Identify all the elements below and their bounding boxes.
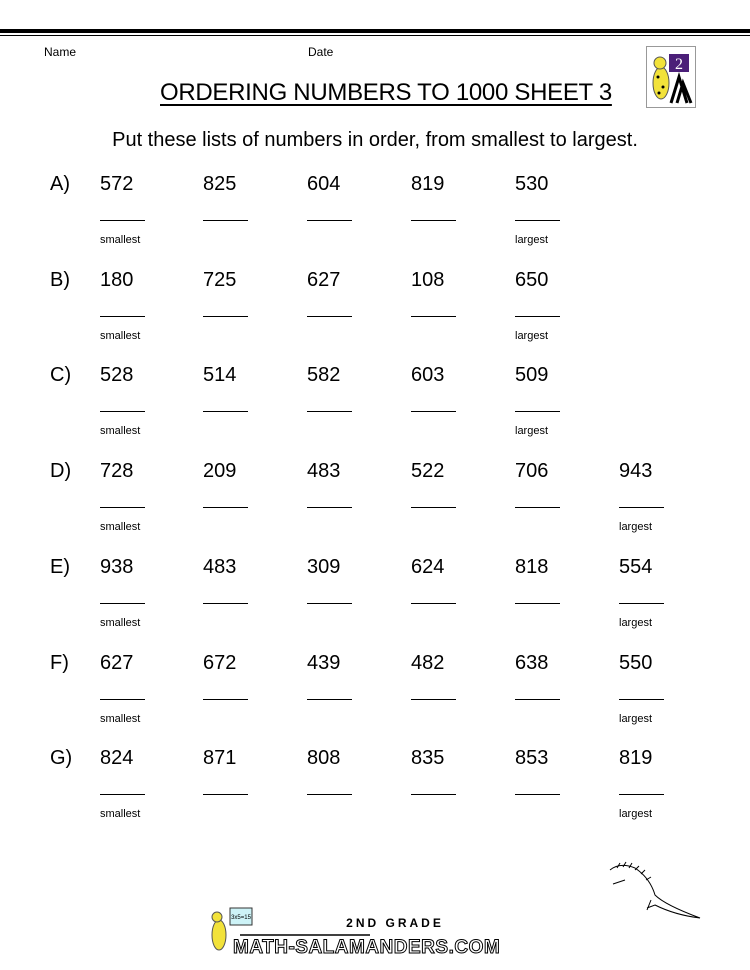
- number: 627: [100, 651, 134, 674]
- answer-blank[interactable]: [307, 316, 352, 317]
- problem-letter: B): [50, 268, 70, 291]
- answer-blank[interactable]: [515, 220, 560, 221]
- number: 554: [619, 555, 653, 578]
- answer-blank[interactable]: [411, 220, 456, 221]
- answer-blank[interactable]: [307, 220, 352, 221]
- footer-logo: [205, 905, 545, 960]
- number: 672: [203, 651, 237, 674]
- number: 725: [203, 268, 237, 291]
- smallest-label: smallest: [100, 234, 141, 246]
- number: 582: [307, 364, 341, 387]
- problem-row: [0, 555, 750, 656]
- number: 808: [307, 747, 341, 770]
- number: 853: [515, 747, 549, 770]
- number: 604: [307, 173, 341, 195]
- answer-blank[interactable]: [411, 603, 456, 604]
- answer-blank[interactable]: [100, 699, 145, 700]
- number: 572: [100, 173, 134, 195]
- number: 627: [307, 268, 341, 291]
- smallest-label: smallest: [100, 425, 141, 438]
- answer-blank[interactable]: [203, 794, 248, 795]
- problem-row: [0, 460, 750, 560]
- answer-blank[interactable]: [515, 507, 560, 508]
- problem-letter: C): [50, 364, 72, 387]
- number: 309: [307, 555, 341, 578]
- answer-blank[interactable]: [619, 507, 664, 508]
- problem-letter: D): [50, 460, 72, 483]
- answer-blank[interactable]: [411, 699, 456, 700]
- answer-blank[interactable]: [515, 699, 560, 700]
- answer-blank[interactable]: [619, 603, 664, 604]
- answer-blank[interactable]: [100, 220, 145, 221]
- answer-blank[interactable]: [411, 507, 456, 508]
- largest-label: largest: [619, 616, 653, 629]
- problem-row: [0, 364, 750, 464]
- problem-letter: F): [50, 651, 69, 674]
- number: 180: [100, 268, 134, 291]
- smallest-label: smallest: [100, 329, 141, 342]
- number: 530: [515, 173, 549, 195]
- number: 603: [411, 364, 445, 387]
- problem-row: [0, 651, 750, 752]
- answer-blank[interactable]: [411, 794, 456, 795]
- number: 550: [619, 651, 653, 674]
- problem-letter: A): [50, 173, 70, 195]
- footer-grade: 2ND GRADE: [346, 916, 444, 930]
- salamander-icon: [605, 860, 705, 930]
- top-rule: [0, 29, 750, 33]
- largest-label: largest: [619, 521, 653, 534]
- number: 483: [203, 555, 237, 578]
- answer-blank[interactable]: [203, 603, 248, 604]
- number: 528: [100, 364, 134, 387]
- number: 943: [619, 460, 653, 483]
- number: 819: [411, 173, 445, 195]
- answer-blank[interactable]: [515, 603, 560, 604]
- number: 835: [411, 747, 445, 770]
- answer-blank[interactable]: [203, 220, 248, 221]
- answer-blank[interactable]: [100, 507, 145, 508]
- number: 483: [307, 460, 341, 483]
- number: 818: [515, 555, 549, 578]
- number: 624: [411, 555, 445, 578]
- answer-blank[interactable]: [619, 699, 664, 700]
- number: 825: [203, 173, 237, 195]
- answer-blank[interactable]: [411, 411, 456, 412]
- smallest-label: smallest: [100, 808, 141, 821]
- answer-blank[interactable]: [515, 794, 560, 795]
- number: 650: [515, 268, 549, 291]
- footer-site: MATH-SALAMANDERS.COM: [233, 937, 501, 955]
- answer-blank[interactable]: [203, 699, 248, 700]
- answer-blank[interactable]: [203, 507, 248, 508]
- largest-label: largest: [515, 425, 549, 438]
- instructions: Put these lists of numbers in order, from smallest to largest.: [112, 129, 638, 151]
- answer-blank[interactable]: [307, 411, 352, 412]
- date-label: Date: [308, 45, 334, 59]
- largest-label: largest: [515, 234, 549, 246]
- largest-label: largest: [515, 329, 549, 342]
- number: 819: [619, 747, 653, 770]
- footer-board-text: 3x5=15: [231, 915, 251, 921]
- number: 638: [515, 651, 549, 674]
- number: 938: [100, 555, 134, 578]
- answer-blank[interactable]: [307, 794, 352, 795]
- top-rule-thin: [0, 35, 750, 36]
- smallest-label: smallest: [100, 712, 141, 725]
- number: 209: [203, 460, 237, 483]
- answer-blank[interactable]: [307, 699, 352, 700]
- number: 706: [515, 460, 549, 483]
- answer-blank[interactable]: [307, 507, 352, 508]
- number: 728: [100, 460, 134, 483]
- smallest-label: smallest: [100, 521, 141, 534]
- answer-blank[interactable]: [100, 794, 145, 795]
- number: 522: [411, 460, 445, 483]
- problem-letter: G): [50, 747, 73, 770]
- problem-letter: E): [50, 555, 70, 578]
- number: 108: [411, 268, 445, 291]
- answer-blank[interactable]: [515, 411, 560, 412]
- largest-label: largest: [619, 712, 653, 725]
- answer-blank[interactable]: [619, 794, 664, 795]
- grade-logo: [646, 46, 696, 108]
- number: 514: [203, 364, 237, 387]
- problem-row: [0, 747, 750, 847]
- answer-blank[interactable]: [411, 316, 456, 317]
- smallest-label: smallest: [100, 616, 141, 629]
- answer-blank[interactable]: [307, 603, 352, 604]
- answer-blank[interactable]: [100, 316, 145, 317]
- answer-blank[interactable]: [100, 411, 145, 412]
- name-label: Name: [44, 45, 77, 59]
- largest-label: largest: [619, 808, 653, 821]
- problem-row: [0, 268, 750, 369]
- page-title: ORDERING NUMBERS TO 1000 SHEET 3: [160, 79, 612, 106]
- number: 871: [203, 747, 237, 770]
- answer-blank[interactable]: [203, 316, 248, 317]
- number: 439: [307, 651, 341, 674]
- logo-grade-number: 2: [675, 56, 683, 73]
- answer-blank[interactable]: [203, 411, 248, 412]
- answer-blank[interactable]: [100, 603, 145, 604]
- problem-row: [0, 173, 750, 273]
- number: 482: [411, 651, 445, 674]
- answer-blank[interactable]: [515, 316, 560, 317]
- number: 509: [515, 364, 549, 387]
- number: 824: [100, 747, 134, 770]
